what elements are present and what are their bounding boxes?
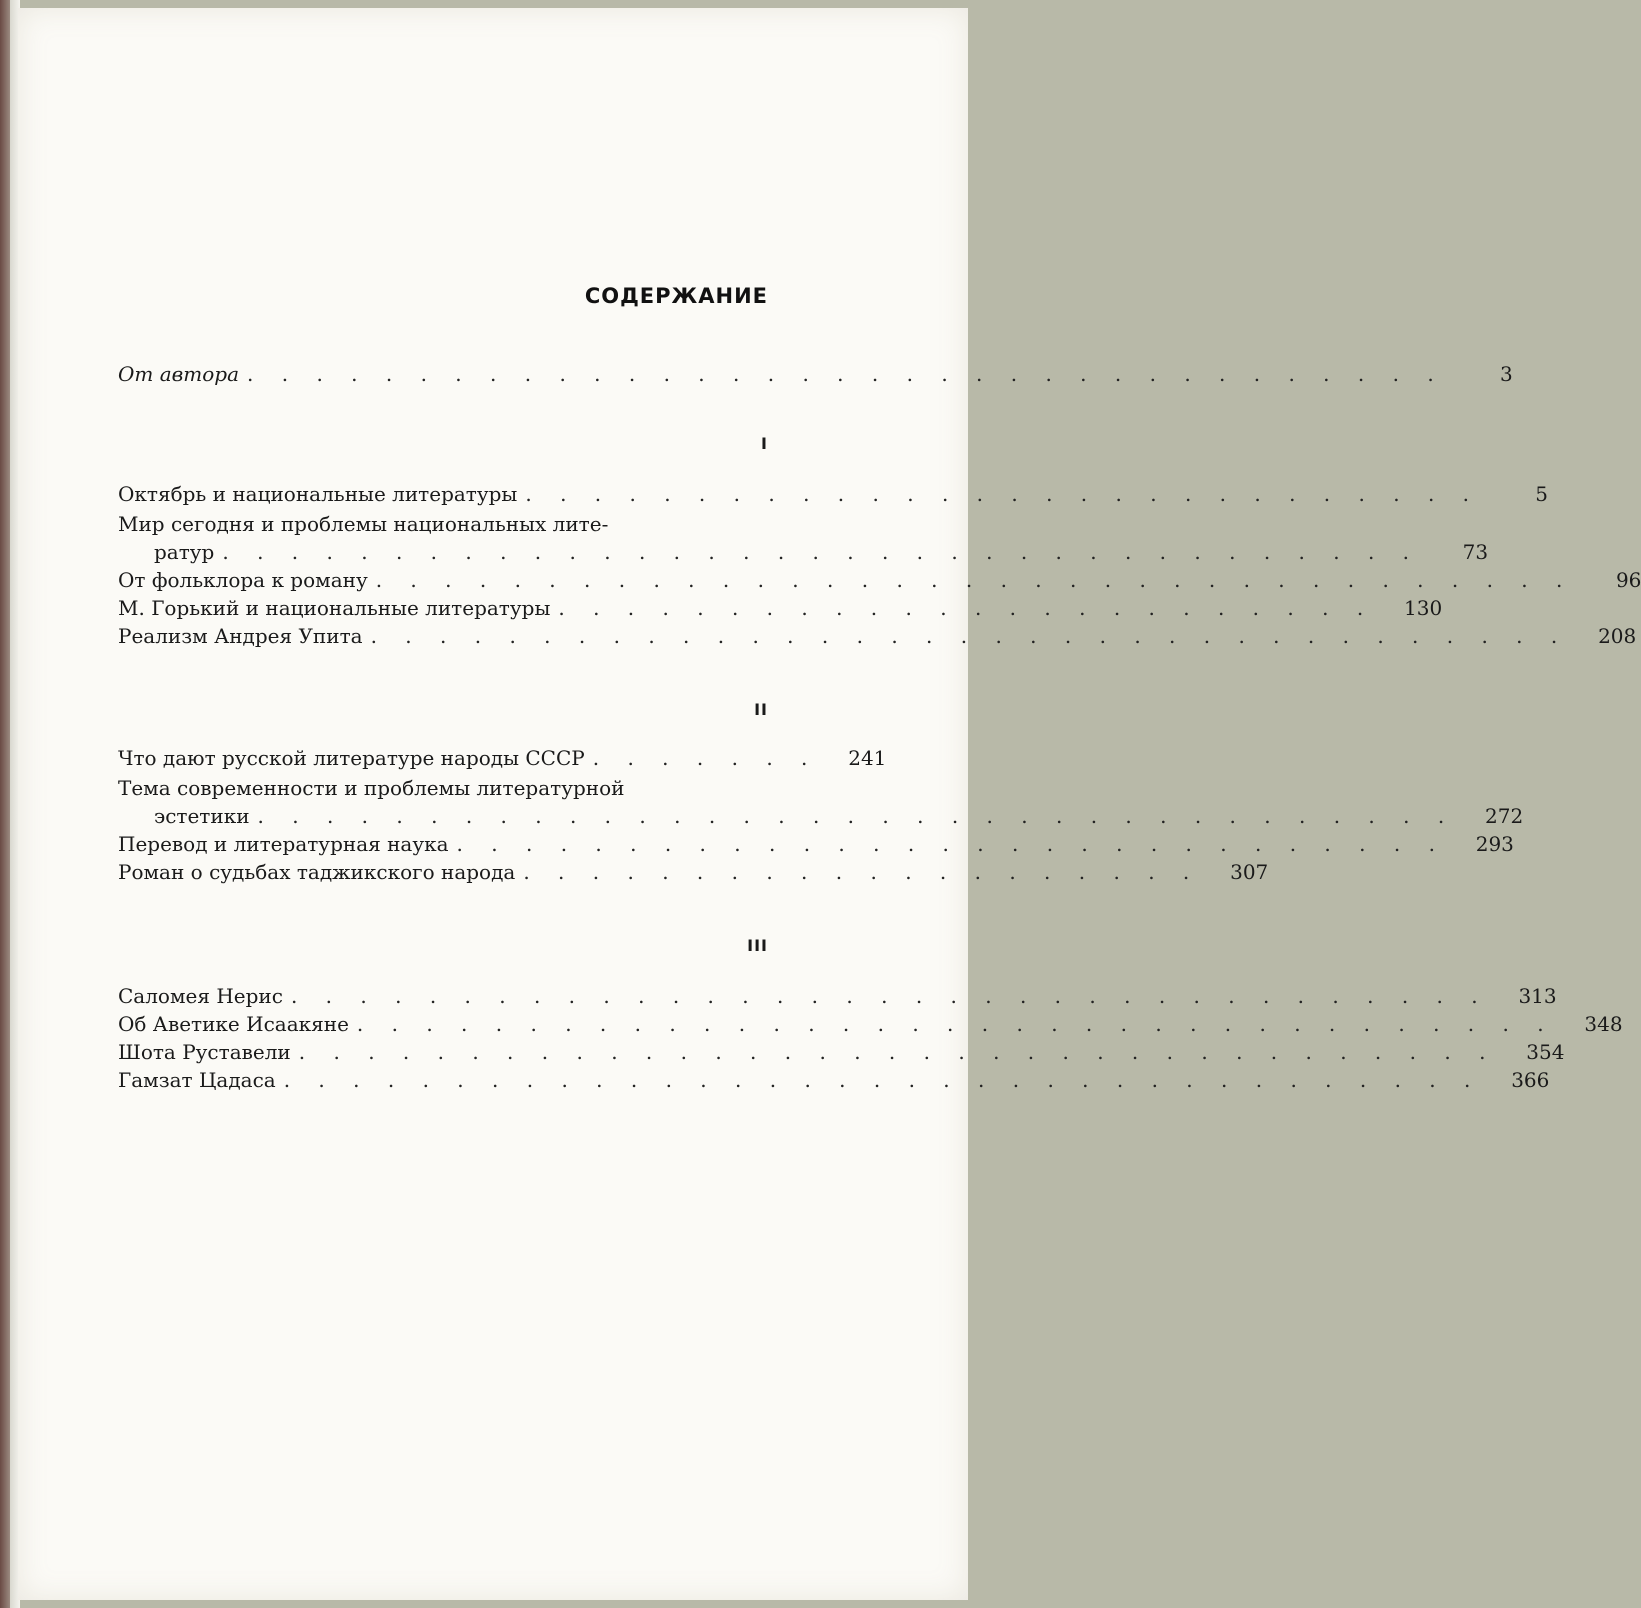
toc-heading: СОДЕРЖАНИЕ [584, 284, 768, 308]
toc-entry-page: 307 [1230, 860, 1269, 884]
toc-entry-title: От фольклора к роману [118, 568, 368, 592]
toc-entry-page: 73 [1462, 540, 1489, 564]
toc-entry-title: ратур [154, 540, 215, 564]
dot-leader: . . . . . . . . . . . . . . . . . . . . . . . . . . . . . . . . . . . [283, 1068, 1482, 1092]
toc-entry [118, 744, 887, 772]
toc-entry-title: Об Аветике Исаакяне [118, 1012, 349, 1036]
toc-entry [118, 1010, 1623, 1038]
toc-entry-title: М. Горький и национальные литературы [118, 596, 551, 620]
toc-entry [118, 538, 1489, 566]
section-numeral-1: I [761, 434, 768, 453]
toc-entry [118, 594, 1443, 622]
toc-entry-title-line1: Мир сегодня и проблемы национальных лите- [118, 512, 609, 536]
dot-leader: . . . . . . . . . . . . . . . . . . . . . . . . . . . . . [456, 832, 1446, 856]
toc-entry-page: 3 [1499, 362, 1513, 386]
toc-entry-title: Реализм Андрея Упита [118, 624, 363, 648]
toc-entry [118, 1038, 1565, 1066]
toc-entry [118, 802, 1524, 830]
toc-entry-page: 348 [1584, 1012, 1623, 1036]
dot-leader: . . . . . . . . . . . . . . . . . . . . . . . . . . . . . . . . . . . [298, 1040, 1497, 1064]
dot-leader: . . . . . . . . . . . . . . . . . . . . . . . . . . . . . . . . . . . [290, 984, 1489, 1008]
toc-entry-title: Октябрь и национальные литературы [118, 482, 518, 506]
toc-entry [118, 982, 1557, 1010]
dot-leader: . . . . . . . [592, 746, 819, 770]
toc-entry-page: 5 [1535, 482, 1549, 506]
toc-entry-title: Саломея Нерис [118, 984, 283, 1008]
toc-entry-title-line1: Тема современности и проблемы литературной [118, 776, 625, 800]
dot-leader: . . . . . . . . . . . . . . . . . . . . . . . . . . . . . . . . . . . [222, 540, 1421, 564]
toc-entry [118, 480, 1549, 508]
toc-entry-preface [118, 360, 1513, 388]
dot-leader: . . . . . . . . . . . . . . . . . . . . . . . . . . . . . . . . . . . [370, 624, 1569, 648]
section-numeral-2: II [754, 700, 768, 719]
toc-entry [118, 1066, 1550, 1094]
dot-leader: . . . . . . . . . . . . . . . . . . . . [523, 860, 1201, 884]
toc-entry-page: 272 [1485, 804, 1524, 828]
toc-entry [118, 858, 1269, 886]
toc-entry-page: 354 [1526, 1040, 1565, 1064]
toc-entry-page: 313 [1518, 984, 1557, 1008]
dot-leader: . . . . . . . . . . . . . . . . . . . . . . . . . . . . . . . . . . . [247, 362, 1445, 386]
dot-leader: . . . . . . . . . . . . . . . . . . . . . . . . . . . . . . . . . . . [257, 804, 1456, 828]
toc-entry-page: 241 [848, 746, 887, 770]
dot-leader: . . . . . . . . . . . . . . . . . . . . . . . . . . . . [525, 482, 1481, 506]
toc-entry-title: Шота Руставели [118, 1040, 291, 1064]
toc-entry-title: эстетики [154, 804, 250, 828]
dot-leader: . . . . . . . . . . . . . . . . . . . . . . . . . . . . . . . . . . . [375, 568, 1574, 592]
dot-leader: . . . . . . . . . . . . . . . . . . . . . . . . [558, 596, 1375, 620]
book-spine [0, 0, 10, 1608]
toc-entry-page: 293 [1475, 832, 1514, 856]
toc-entry [118, 566, 1641, 594]
toc-entry-title: Гамзат Цадаса [118, 1068, 276, 1092]
toc-entry [118, 622, 1637, 650]
toc-entry-page: 366 [1511, 1068, 1550, 1092]
toc-entry-page: 96 [1615, 568, 1641, 592]
toc-entry-title: Что дают русской литературе народы СССР [118, 746, 585, 770]
section-numeral-3: III [747, 936, 768, 955]
toc-entry [118, 830, 1514, 858]
toc-entry-title: Роман о судьбах таджикского народа [118, 860, 516, 884]
toc-entry-page: 208 [1598, 624, 1637, 648]
dot-leader: . . . . . . . . . . . . . . . . . . . . . . . . . . . . . . . . . . . [356, 1012, 1555, 1036]
toc-entry-page: 130 [1404, 596, 1443, 620]
toc-entry-title: Перевод и литературная наука [118, 832, 449, 856]
toc-entry-title: От автора [118, 362, 240, 386]
